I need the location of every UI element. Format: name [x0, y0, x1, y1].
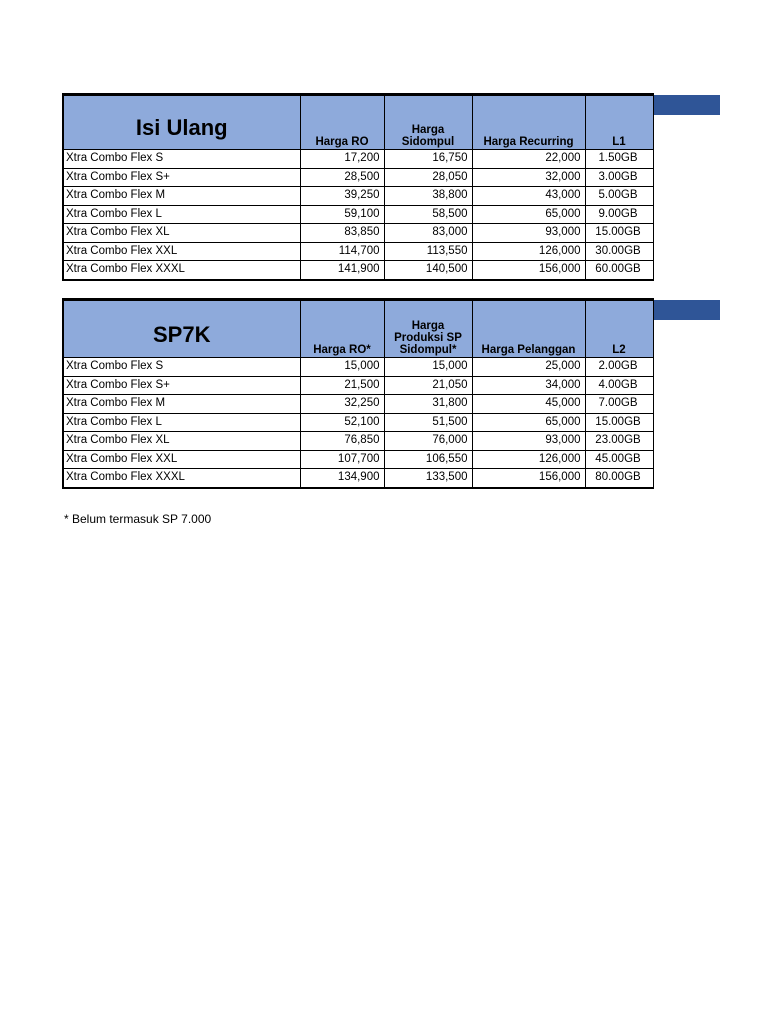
price-cell: 93,000 — [472, 224, 585, 243]
quota-cell: 15.00GB — [585, 413, 653, 432]
price-cell: 65,000 — [472, 205, 585, 224]
table-row — [63, 376, 653, 395]
table-row — [63, 261, 653, 280]
quota-cell: 30.00GB — [585, 242, 653, 261]
table-row — [63, 205, 653, 224]
price-cell: 28,500 — [300, 168, 384, 187]
product-name-cell: Xtra Combo Flex XXL — [63, 450, 300, 469]
product-name-cell: Xtra Combo Flex M — [63, 187, 300, 206]
quota-cell: 80.00GB — [585, 469, 653, 488]
product-name-cell: Xtra Combo Flex L — [63, 413, 300, 432]
table-sp7k — [62, 298, 654, 489]
price-cell: 141,900 — [300, 261, 384, 280]
product-name-cell: Xtra Combo Flex S+ — [63, 376, 300, 395]
table-row — [63, 469, 653, 488]
col-header: Harga RO* — [300, 300, 384, 358]
price-cell: 21,050 — [384, 376, 472, 395]
table-row — [63, 242, 653, 261]
product-name-cell: Xtra Combo Flex XXXL — [63, 261, 300, 280]
price-cell: 38,800 — [384, 187, 472, 206]
col-header: Harga Recurring — [472, 95, 585, 150]
col-header: L1 — [585, 95, 653, 150]
quota-cell: 45.00GB — [585, 450, 653, 469]
price-cell: 32,250 — [300, 395, 384, 414]
price-cell: 51,500 — [384, 413, 472, 432]
table-row — [63, 358, 653, 377]
price-cell: 83,850 — [300, 224, 384, 243]
product-name-cell: Xtra Combo Flex S — [63, 358, 300, 377]
price-cell: 43,000 — [472, 187, 585, 206]
price-cell: 126,000 — [472, 242, 585, 261]
quota-cell: 23.00GB — [585, 432, 653, 451]
price-cell: 28,050 — [384, 168, 472, 187]
quota-cell: 7.00GB — [585, 395, 653, 414]
col-header: Harga Sidompul — [384, 95, 472, 150]
price-cell: 32,000 — [472, 168, 585, 187]
price-cell: 140,500 — [384, 261, 472, 280]
price-cell: 76,850 — [300, 432, 384, 451]
quota-cell: 4.00GB — [585, 376, 653, 395]
footnote: * Belum termasuk SP 7.000 — [64, 512, 212, 526]
price-cell: 83,000 — [384, 224, 472, 243]
price-cell: 93,000 — [472, 432, 585, 451]
table-row — [63, 224, 653, 243]
table-isi-ulang-wrap — [62, 93, 652, 281]
col-header: Harga Produksi SP Sidompul* — [384, 300, 472, 358]
quota-cell: 9.00GB — [585, 205, 653, 224]
price-cell: 113,550 — [384, 242, 472, 261]
table-row — [63, 413, 653, 432]
table-title: SP7K — [63, 300, 300, 358]
table-isi-ulang — [62, 93, 654, 281]
price-cell: 59,100 — [300, 205, 384, 224]
product-name-cell: Xtra Combo Flex XL — [63, 224, 300, 243]
price-cell: 17,200 — [300, 150, 384, 169]
col-header: Harga RO — [300, 95, 384, 150]
price-cell: 58,500 — [384, 205, 472, 224]
table-row — [63, 395, 653, 414]
table-row — [63, 168, 653, 187]
product-name-cell: Xtra Combo Flex S — [63, 150, 300, 169]
price-cell: 134,900 — [300, 469, 384, 488]
price-cell: 65,000 — [472, 413, 585, 432]
price-cell: 15,000 — [300, 358, 384, 377]
price-cell: 107,700 — [300, 450, 384, 469]
product-name-cell: Xtra Combo Flex XXL — [63, 242, 300, 261]
table-title: Isi Ulang — [63, 95, 300, 150]
price-cell: 15,000 — [384, 358, 472, 377]
price-cell: 31,800 — [384, 395, 472, 414]
table-sp7k-wrap — [62, 298, 652, 489]
table-row — [63, 432, 653, 451]
price-cell: 16,750 — [384, 150, 472, 169]
quota-cell: 2.00GB — [585, 358, 653, 377]
price-cell: 45,000 — [472, 395, 585, 414]
price-cell: 133,500 — [384, 469, 472, 488]
table-row — [63, 150, 653, 169]
price-cell: 34,000 — [472, 376, 585, 395]
price-cell: 52,100 — [300, 413, 384, 432]
price-cell: 76,000 — [384, 432, 472, 451]
price-cell: 114,700 — [300, 242, 384, 261]
price-cell: 156,000 — [472, 261, 585, 280]
col-header: Harga Pelanggan — [472, 300, 585, 358]
price-cell: 39,250 — [300, 187, 384, 206]
quota-cell: 1.50GB — [585, 150, 653, 169]
price-cell: 25,000 — [472, 358, 585, 377]
price-cell: 106,550 — [384, 450, 472, 469]
quota-cell: 5.00GB — [585, 187, 653, 206]
price-cell: 21,500 — [300, 376, 384, 395]
price-cell: 156,000 — [472, 469, 585, 488]
product-name-cell: Xtra Combo Flex XL — [63, 432, 300, 451]
price-cell: 126,000 — [472, 450, 585, 469]
price-cell: 22,000 — [472, 150, 585, 169]
quota-cell: 60.00GB — [585, 261, 653, 280]
table-row — [63, 187, 653, 206]
product-name-cell: Xtra Combo Flex S+ — [63, 168, 300, 187]
col-header: L2 — [585, 300, 653, 358]
product-name-cell: Xtra Combo Flex XXXL — [63, 469, 300, 488]
product-name-cell: Xtra Combo Flex L — [63, 205, 300, 224]
table-row — [63, 450, 653, 469]
quota-cell: 15.00GB — [585, 224, 653, 243]
product-name-cell: Xtra Combo Flex M — [63, 395, 300, 414]
quota-cell: 3.00GB — [585, 168, 653, 187]
